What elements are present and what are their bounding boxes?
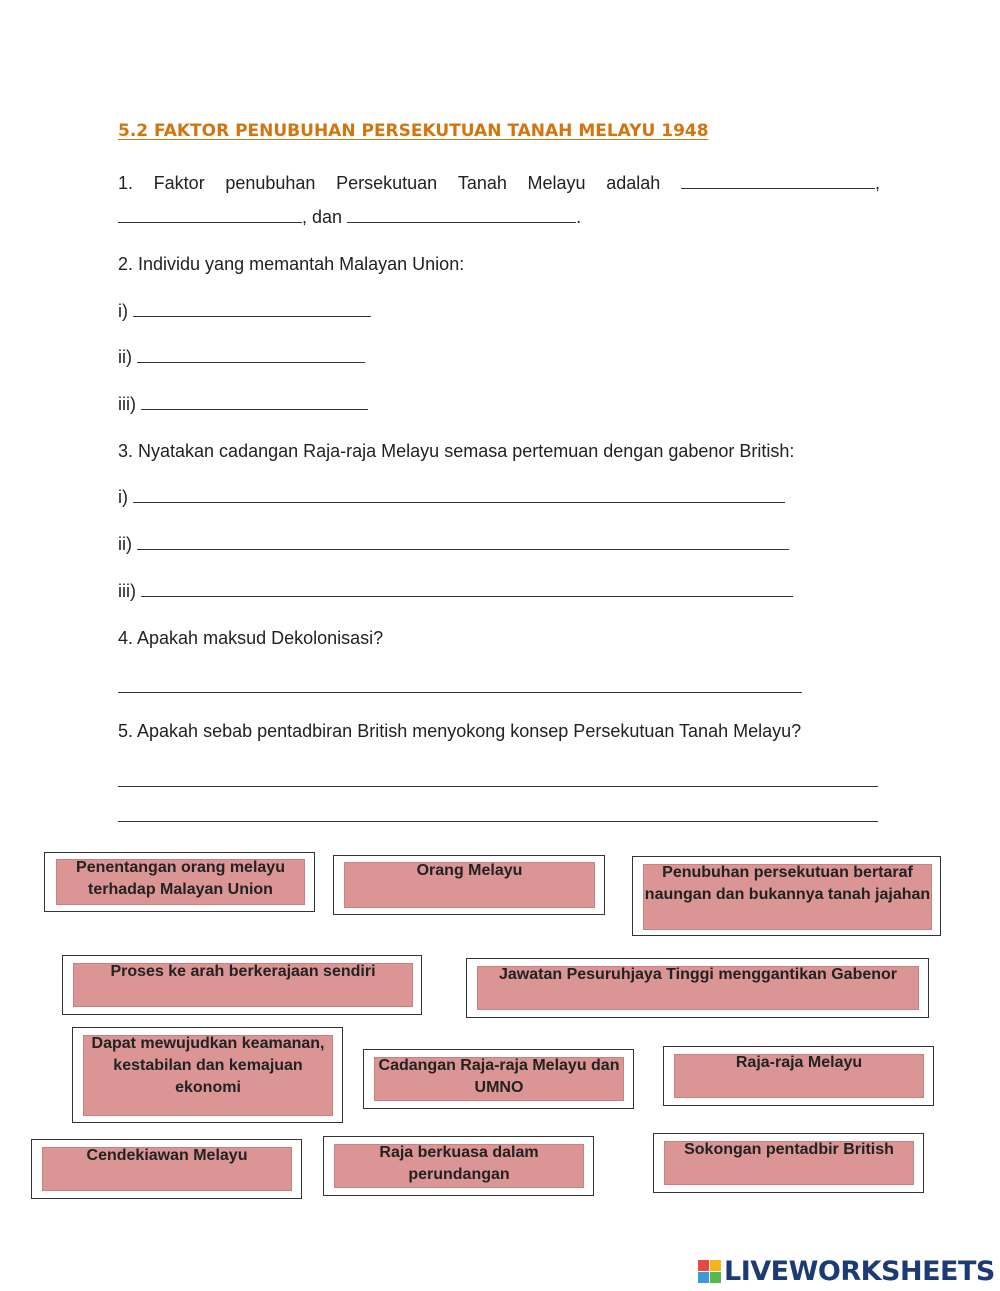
q2-answer-blank-3[interactable] — [141, 393, 368, 410]
answer-card[interactable]: Sokongan pentadbir British — [653, 1133, 924, 1193]
question-4-text: 4. Apakah maksud Dekolonisasi? — [118, 628, 384, 648]
answer-card[interactable]: Raja-raja Melayu — [663, 1046, 934, 1106]
question-1-line-2: , dan . — [118, 206, 880, 228]
answer-card[interactable]: Orang Melayu — [333, 855, 605, 915]
liveworksheets-logo — [698, 1256, 995, 1287]
q3-answer-blank-1[interactable] — [133, 486, 785, 503]
question-3-text: 3. Nyatakan cadangan Raja-raja Melayu semasa pertemuan dengan gabenor British: — [118, 441, 795, 461]
question-5-text: 5. Apakah sebab pentadbiran British menyokong konsep Persekutuan Tanah Melayu? — [118, 721, 802, 741]
q1-word: adalah — [606, 173, 661, 193]
answer-card[interactable]: Cendekiawan Melayu — [31, 1139, 302, 1199]
q3-item-3: iii) — [118, 580, 793, 602]
answer-card[interactable]: Jawatan Pesuruhjaya Tinggi menggantikan Gabenor — [466, 958, 929, 1018]
q1-answer-blank-1[interactable] — [681, 172, 875, 189]
q1-word: 1. — [118, 173, 134, 193]
question-1 — [118, 172, 880, 228]
q1-word: Tanah — [457, 173, 507, 193]
q3-item-2: ii) — [118, 533, 789, 555]
q2-item-2: ii) — [118, 346, 365, 368]
q3-answer-blank-2[interactable] — [137, 533, 789, 550]
worksheet-title: 5.2 FAKTOR PENUBUHAN PERSEKUTUAN TANAH MELAYU 1948 — [118, 121, 709, 141]
question-1-line-1: 1. Faktor penubuhan Persekutuan Tanah Melayu adalah , — [118, 173, 880, 193]
answer-card[interactable]: Proses ke arah berkerajaan sendiri — [62, 955, 422, 1015]
answer-card[interactable]: Dapat mewujudkan keamanan, kestabilan dan kemajuan ekonomi — [72, 1027, 343, 1123]
q2-answer-blank-1[interactable] — [133, 300, 371, 317]
answer-card[interactable]: Penentangan orang melayu terhadap Malayan Union — [44, 852, 315, 912]
q5-answer-line-2[interactable] — [118, 821, 878, 822]
q2-answer-blank-2[interactable] — [137, 346, 365, 363]
q1-word: Persekutuan — [336, 173, 438, 193]
logo-blocks-icon — [698, 1260, 721, 1283]
q1-word: penubuhan — [225, 173, 316, 193]
q2-item-3: iii) — [118, 393, 368, 415]
q1-word: Faktor — [153, 173, 205, 193]
q2-item-1: i) — [118, 300, 371, 322]
answer-card[interactable]: Raja berkuasa dalam perundangan — [323, 1136, 594, 1196]
q5-answer-line-1[interactable] — [118, 786, 878, 787]
q3-item-1: i) — [118, 486, 785, 508]
q1-word: Melayu — [527, 173, 586, 193]
q1-answer-blank-2[interactable] — [118, 206, 302, 223]
question-2-text: 2. Individu yang memantah Malayan Union: — [118, 254, 465, 274]
q4-answer-line[interactable] — [118, 692, 802, 693]
answer-card[interactable]: Cadangan Raja-raja Melayu dan UMNO — [363, 1049, 634, 1109]
answer-card[interactable]: Penubuhan persekutuan bertaraf naungan dan bukannya tanah jajahan — [632, 856, 941, 936]
q1-answer-blank-3[interactable] — [347, 206, 576, 223]
q3-answer-blank-3[interactable] — [141, 580, 793, 597]
logo-text: LIVEWORKSHEETS — [724, 1256, 995, 1287]
